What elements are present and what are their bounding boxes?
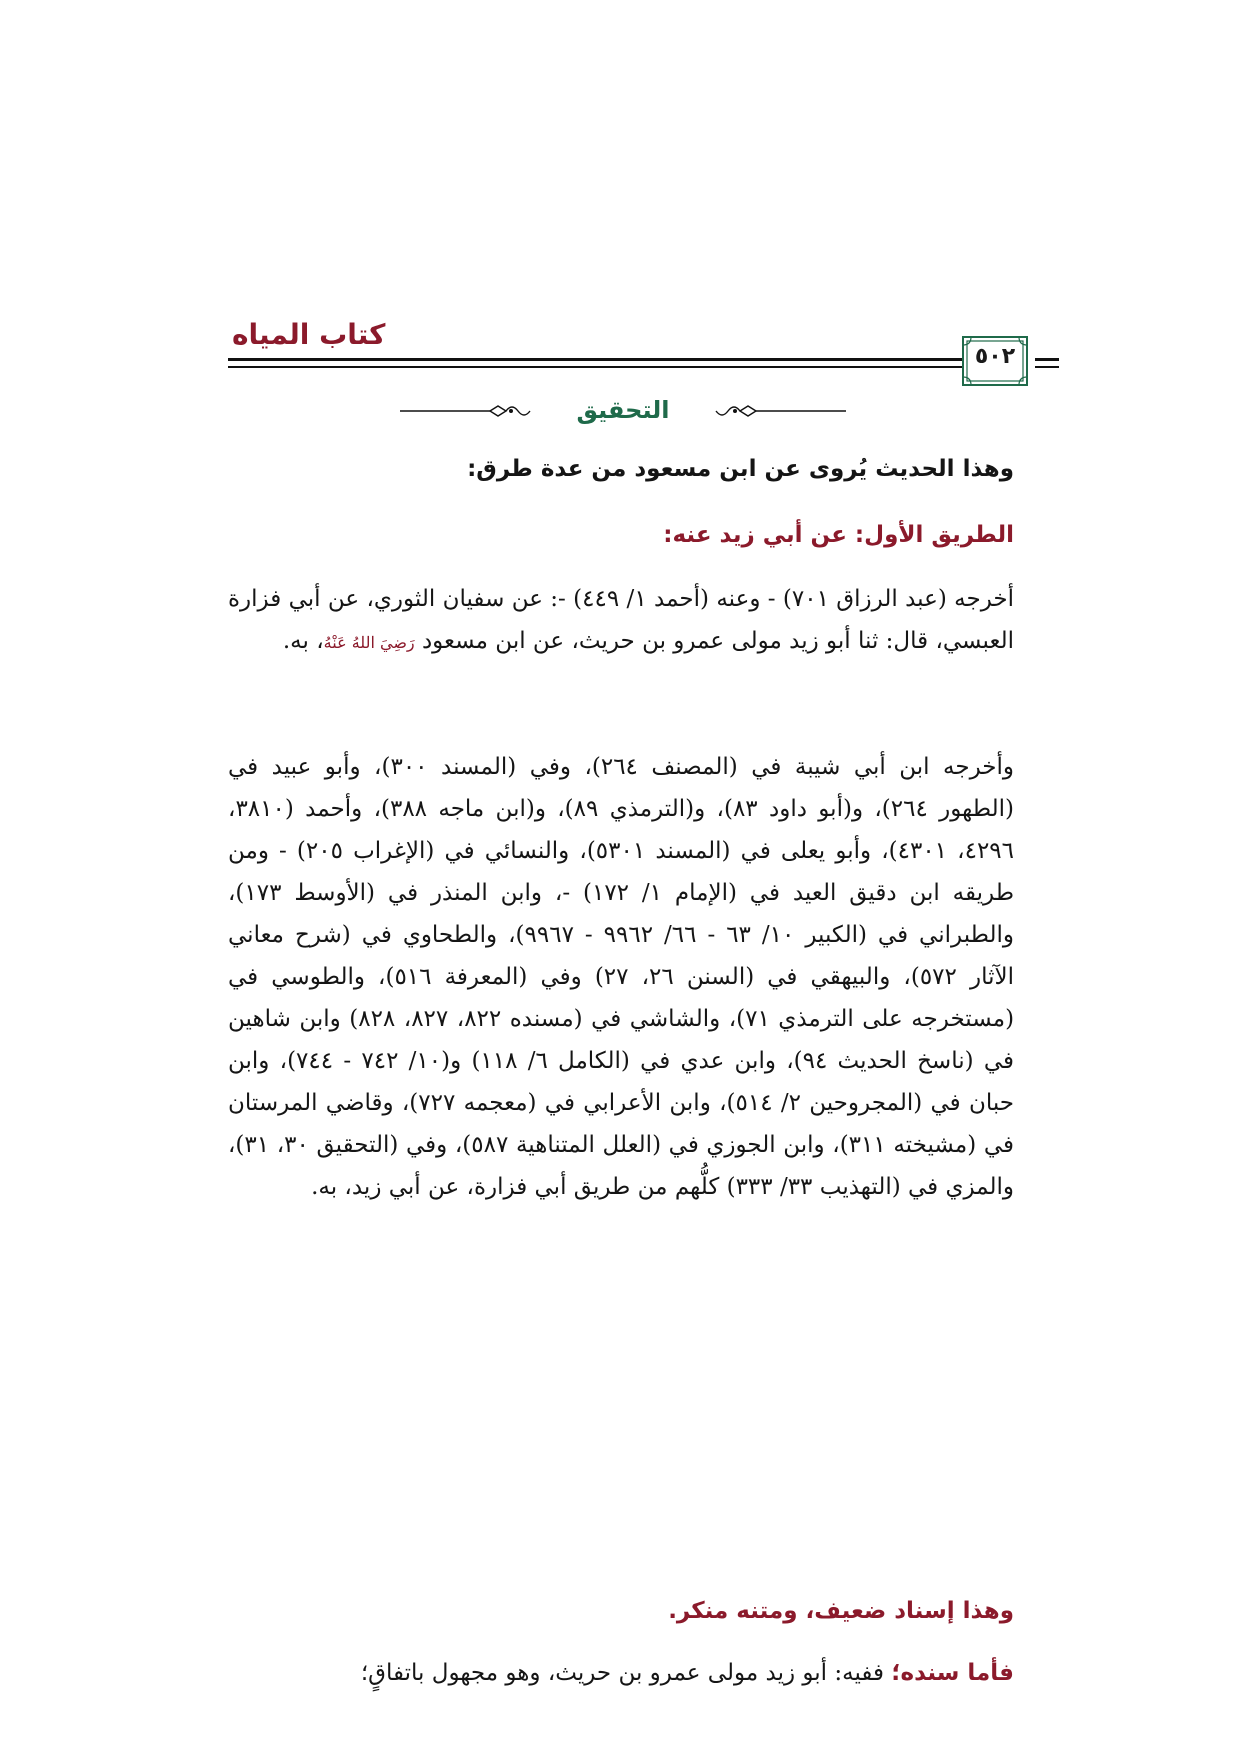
header-rule-top — [228, 358, 1012, 361]
intro-heading: وهذا الحديث يُروى عن ابن مسعود من عدة طرق: — [467, 456, 1014, 482]
header-rule-right-top — [1035, 358, 1059, 361]
paragraph-1-end: ، به. — [282, 628, 324, 654]
verdict-heading: وهذا إسناد ضعيف، ومتنه منكر. — [668, 1598, 1014, 1624]
section-title: التحقيق — [576, 396, 670, 424]
header-rule-bottom — [228, 366, 1012, 368]
page-number: ٥٠٢ — [974, 344, 1016, 369]
running-head-book-title: كتاب المياه — [232, 318, 386, 351]
route-heading: الطريق الأول: عن أبي زيد عنه: — [663, 522, 1014, 548]
honorific-glyph: رَضِيَ اللهُ عَنْهُ — [323, 633, 415, 652]
paragraph-3-lead: فأما سنده؛ — [891, 1660, 1014, 1686]
paragraph-2: وأخرجه ابن أبي شيبة في (المصنف ٢٦٤)، وفي (المسند ٣٠٠)، وأبو عبيد في (الطهور ٢٦٤)، و(أبو داود ٨٣)، و(الترمذي ٨٩)، و(ابن ماجه ٣٨٨)، وأحمد (٣٨١٠، ٤٢٩٦، ٤٣٠١)، وأبو يعلى في (المسند ٥٣٠١)، والنسائي في (الإغراب ٢٠٥) - ومن طريقه ابن دقيق العيد في (الإمام ١/ ١٧٢) -، وابن المنذر في (الأوسط ١٧٣)، والطبراني في (الكبير ١٠/ ٦٣ - ٦٦/ ٩٩٦٢ - ٩٩٦٧)، والطحاوي في (شرح معاني الآثار ٥٧٢)، والبيهقي في (السنن ٢٦، ٢٧) وفي (المعرفة ٥١٦)، والطوسي في (مستخرجه على الترمذي ٧١)، والشاشي في (مسنده ٨٢٢، ٨٢٧، ٨٢٨) وابن شاهين في (ناسخ الحديث ٩٤)، وابن عدي في (الكامل ٦/ ١١٨) و(١٠/ ٧٤٢ - ٧٤٤)، وابن حبان في (المجروحين ٢/ ٥١٤)، وابن الأعرابي في (معجمه ٧٢٧)، وقاضي المرستان في (مشيخته ٣١١)، وابن الجوزي في (العلل المتناهية ٥٨٧)، وفي (التحقيق ٣٠، ٣١)، والمزي في (التهذيب ٣٣/ ٣٣٣) كلُّهم من طريق أبي فزارة، عن أبي زيد، به. — [228, 754, 1015, 1200]
paragraph-3 — [228, 1652, 1014, 1694]
paragraph-3-rest: ففيه: أبو زيد مولى عمرو بن حريث، وهو مجهول باتفاقٍ؛ — [360, 1660, 892, 1686]
paragraph-1-main: أخرجه (عبد الرزاق ٧٠١) - وعنه (أحمد ١/ ٤٤٩) -: عن سفيان الثوري، عن أبي فزارة العبسي، قال: ثنا أبو زيد مولى عمرو بن حريث، عن ابن مسعود — [228, 586, 1015, 654]
header-rule-right-bottom — [1035, 366, 1059, 368]
paragraph-1 — [228, 578, 1014, 664]
